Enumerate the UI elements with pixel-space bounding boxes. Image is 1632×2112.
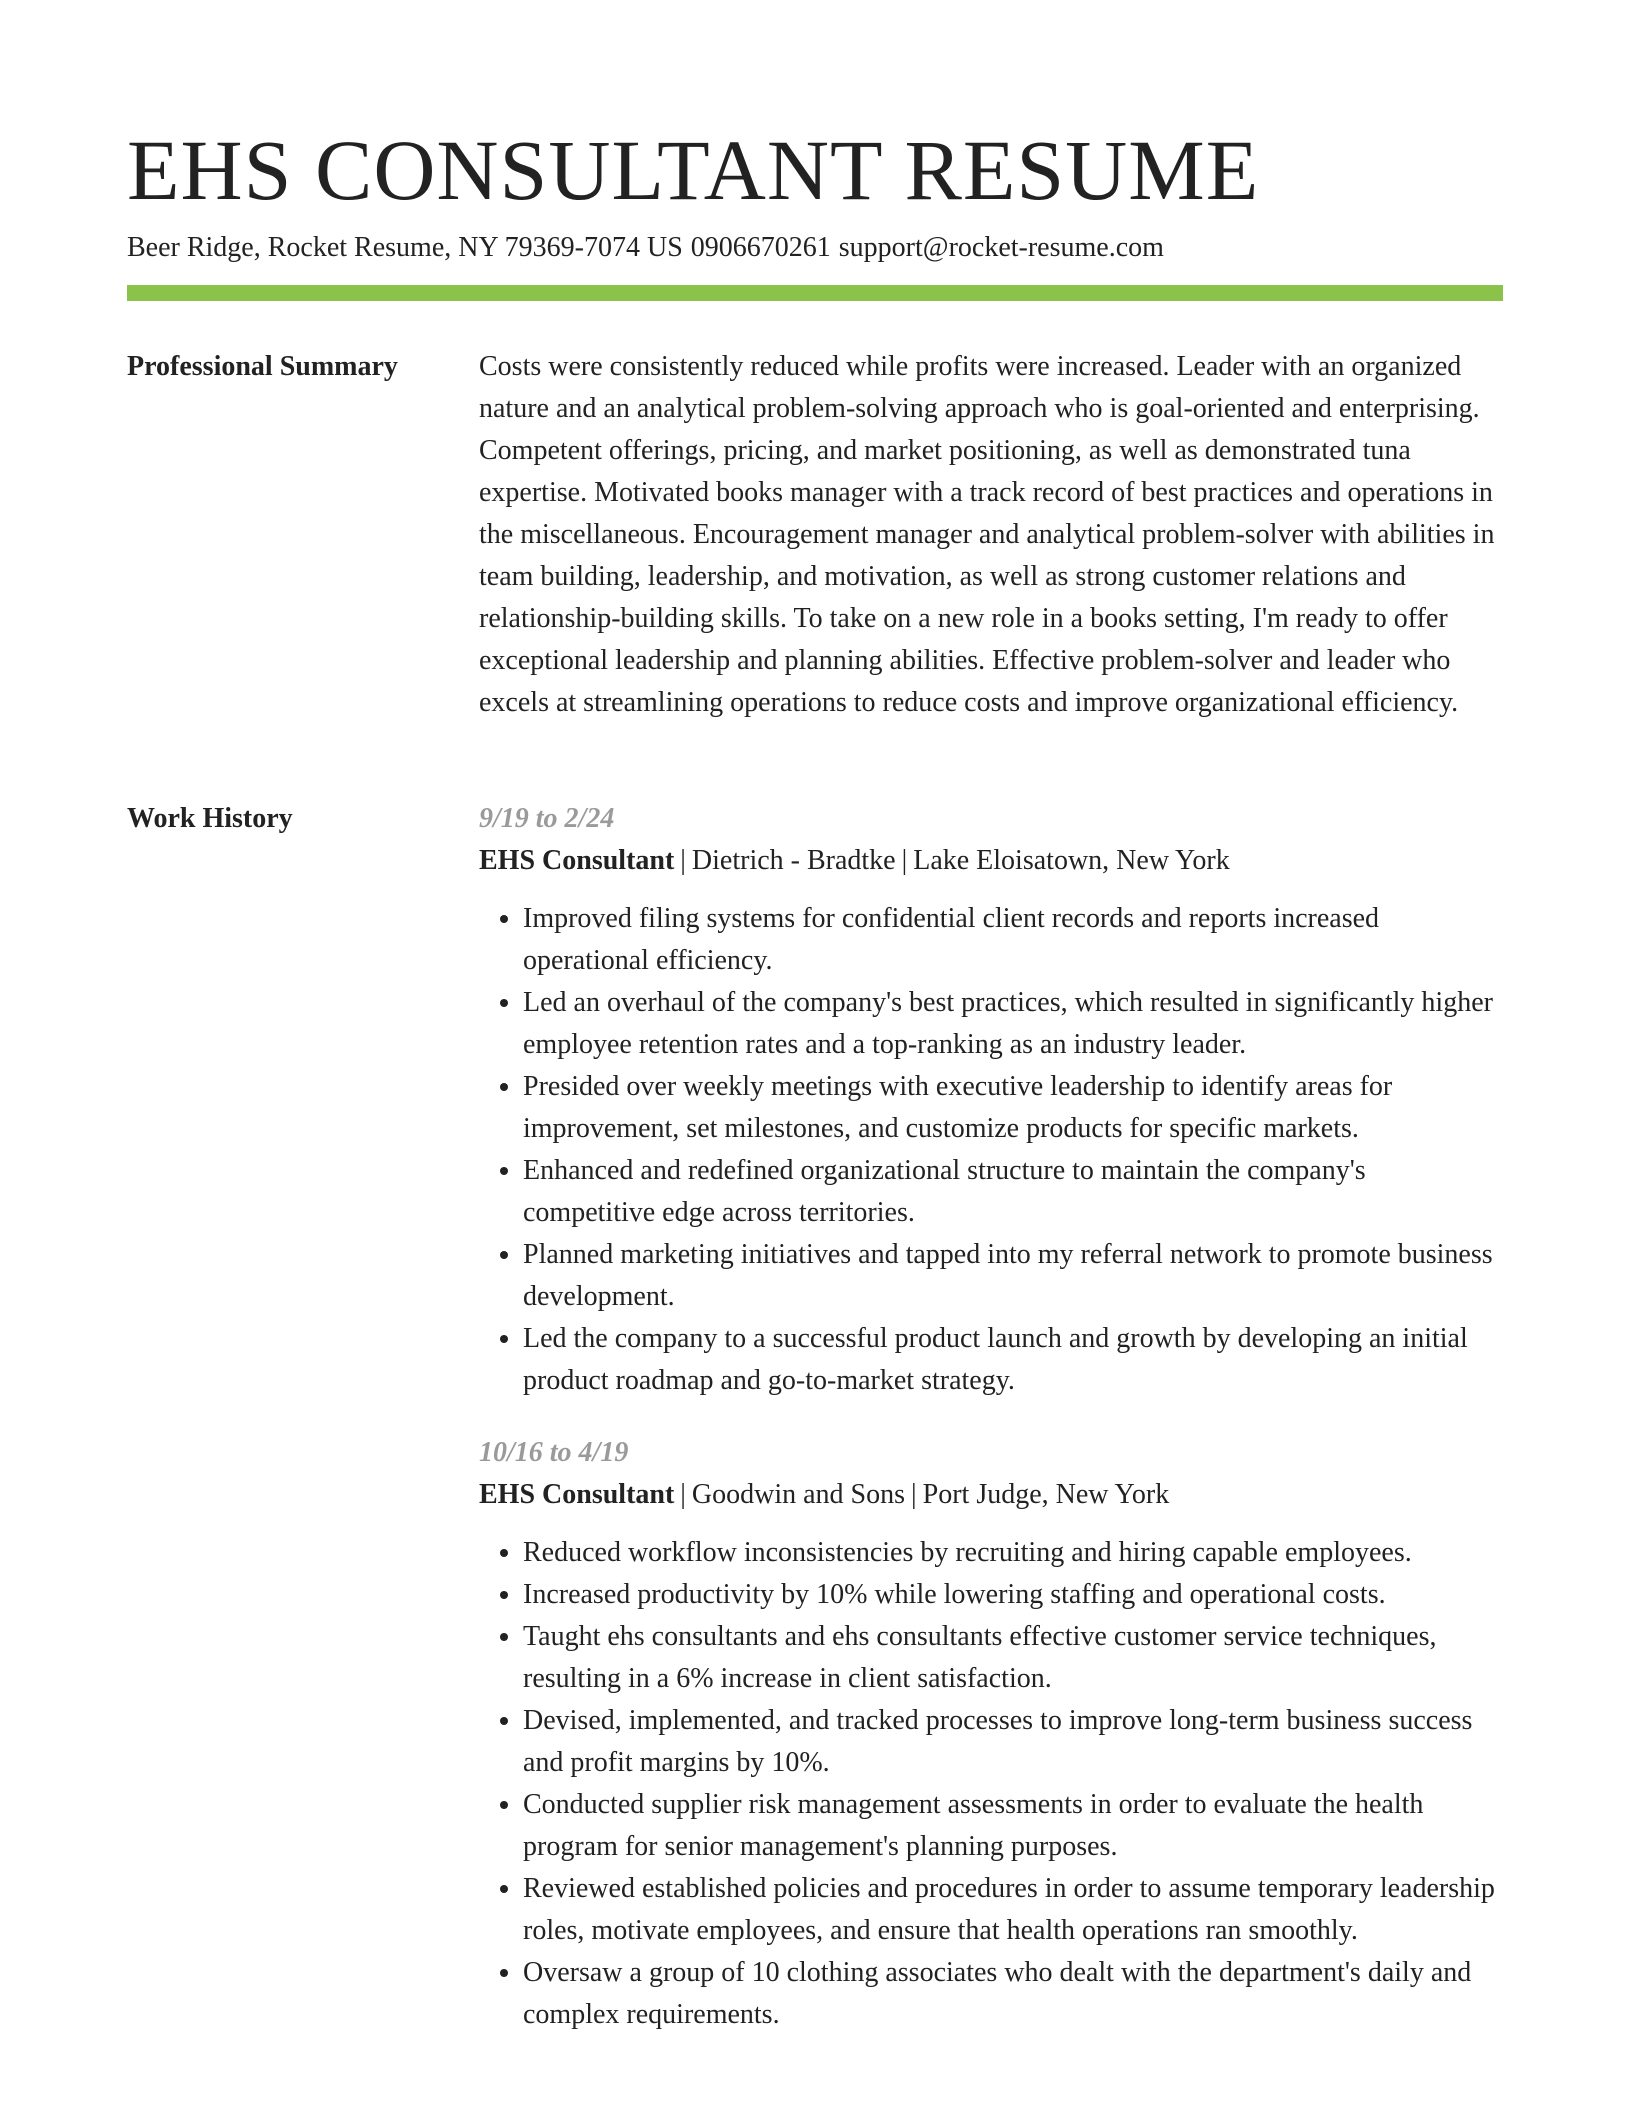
bullet-item: • Improved filing systems for confidential client records and reports increased operational efficiency. — [523, 898, 1503, 982]
bullet-item: • Planned marketing initiatives and tapped into my referral network to promote business development. — [523, 1234, 1503, 1318]
summary-label: Professional Summary — [127, 351, 398, 382]
contact-line — [127, 230, 1164, 266]
bullet-item: • Oversaw a group of 10 clothing associates who dealt with the department's daily and complex requirements. — [523, 1952, 1503, 2036]
job-location: Port Judge, New York — [922, 1479, 1170, 1510]
summary-text: Costs were consistently reduced while profits were increased. Leader with an organized nature and an analytical problem-solving approach who is goal-oriented and enterprising. Competent offerings, pricing, and market positioning, as well as demonstrated tuna expertise. Motivated books manager with a track record of best practices and operations in the miscellaneous. Encouragement manager and analytical problem-solver with abilities in team building, leadership, and motivation, as well as strong customer relations and relationship-building skills. To take on a new role in a books setting, I'm ready to offer exceptional leadership and planning abilities. Effective problem-solver and leader who excels at streamlining operations to reduce costs and improve organizational efficiency. — [479, 351, 1495, 718]
bullet-item: • Led an overhaul of the company's best practices, which resulted in significantly higher employee retention rates and a top-ranking as an industry leader. — [523, 982, 1503, 1066]
job-bullets — [479, 898, 1503, 1402]
bullet-item: • Presided over weekly meetings with executive leadership to identify areas for improvement, set milestones, and customize products for specific markets. — [523, 1066, 1503, 1150]
work-history-body — [479, 798, 1503, 2066]
resume-title: EHS CONSULTANT RESUME — [127, 122, 1260, 218]
job-entry — [479, 798, 1503, 1402]
bullet-item: • Taught ehs consultants and ehs consultants effective customer service techniques, resulting in a 6% increase in client satisfaction. — [523, 1616, 1503, 1700]
work-history-label: Work History — [127, 803, 293, 834]
bullet-item: • Devised, implemented, and tracked processes to improve long-term business success and profit margins by 10%. — [523, 1700, 1503, 1784]
job-location: Lake Eloisatown, New York — [913, 845, 1230, 876]
job-title-line — [479, 1474, 1503, 1516]
bullet-item: • Reviewed established policies and procedures in order to assume temporary leadership roles, motivate employees, and ensure that health operations ran smoothly. — [523, 1868, 1503, 1952]
job-title-line — [479, 840, 1503, 882]
contact-address: Beer Ridge, Rocket Resume, NY 79369-7074 US — [127, 232, 683, 263]
bullet-item: • Led the company to a successful product launch and growth by developing an initial product roadmap and go-to-market strategy. — [523, 1318, 1503, 1402]
job-title: EHS Consultant — [479, 1479, 675, 1510]
separator: | — [901, 845, 908, 876]
bullet-item: • Reduced workflow inconsistencies by recruiting and hiring capable employees. — [523, 1532, 1503, 1574]
job-entry — [479, 1432, 1503, 2036]
job-company: Goodwin and Sons — [691, 1479, 906, 1510]
separator: | — [680, 845, 686, 876]
bullet-item: • Enhanced and redefined organizational structure to maintain the company's competitive edge across territories. — [523, 1150, 1503, 1234]
bullet-item: • Increased productivity by 10% while lowering staffing and operational costs. — [523, 1574, 1503, 1616]
bullet-item: • Conducted supplier risk management assessments in order to evaluate the health program for senior management's planning purposes. — [523, 1784, 1503, 1868]
contact-email: support@rocket-resume.com — [838, 232, 1164, 263]
separator: | — [911, 1479, 917, 1510]
separator: | — [680, 1479, 686, 1510]
job-dates: 10/16 to 4/19 — [479, 1437, 629, 1468]
contact-phone: 0906670261 — [690, 232, 831, 263]
summary-body — [479, 346, 1503, 724]
job-title: EHS Consultant — [479, 845, 675, 876]
job-bullets — [479, 1532, 1503, 2036]
header-divider — [127, 285, 1503, 301]
job-company: Dietrich - Bradtke — [691, 845, 896, 876]
job-dates: 9/19 to 2/24 — [479, 803, 615, 834]
